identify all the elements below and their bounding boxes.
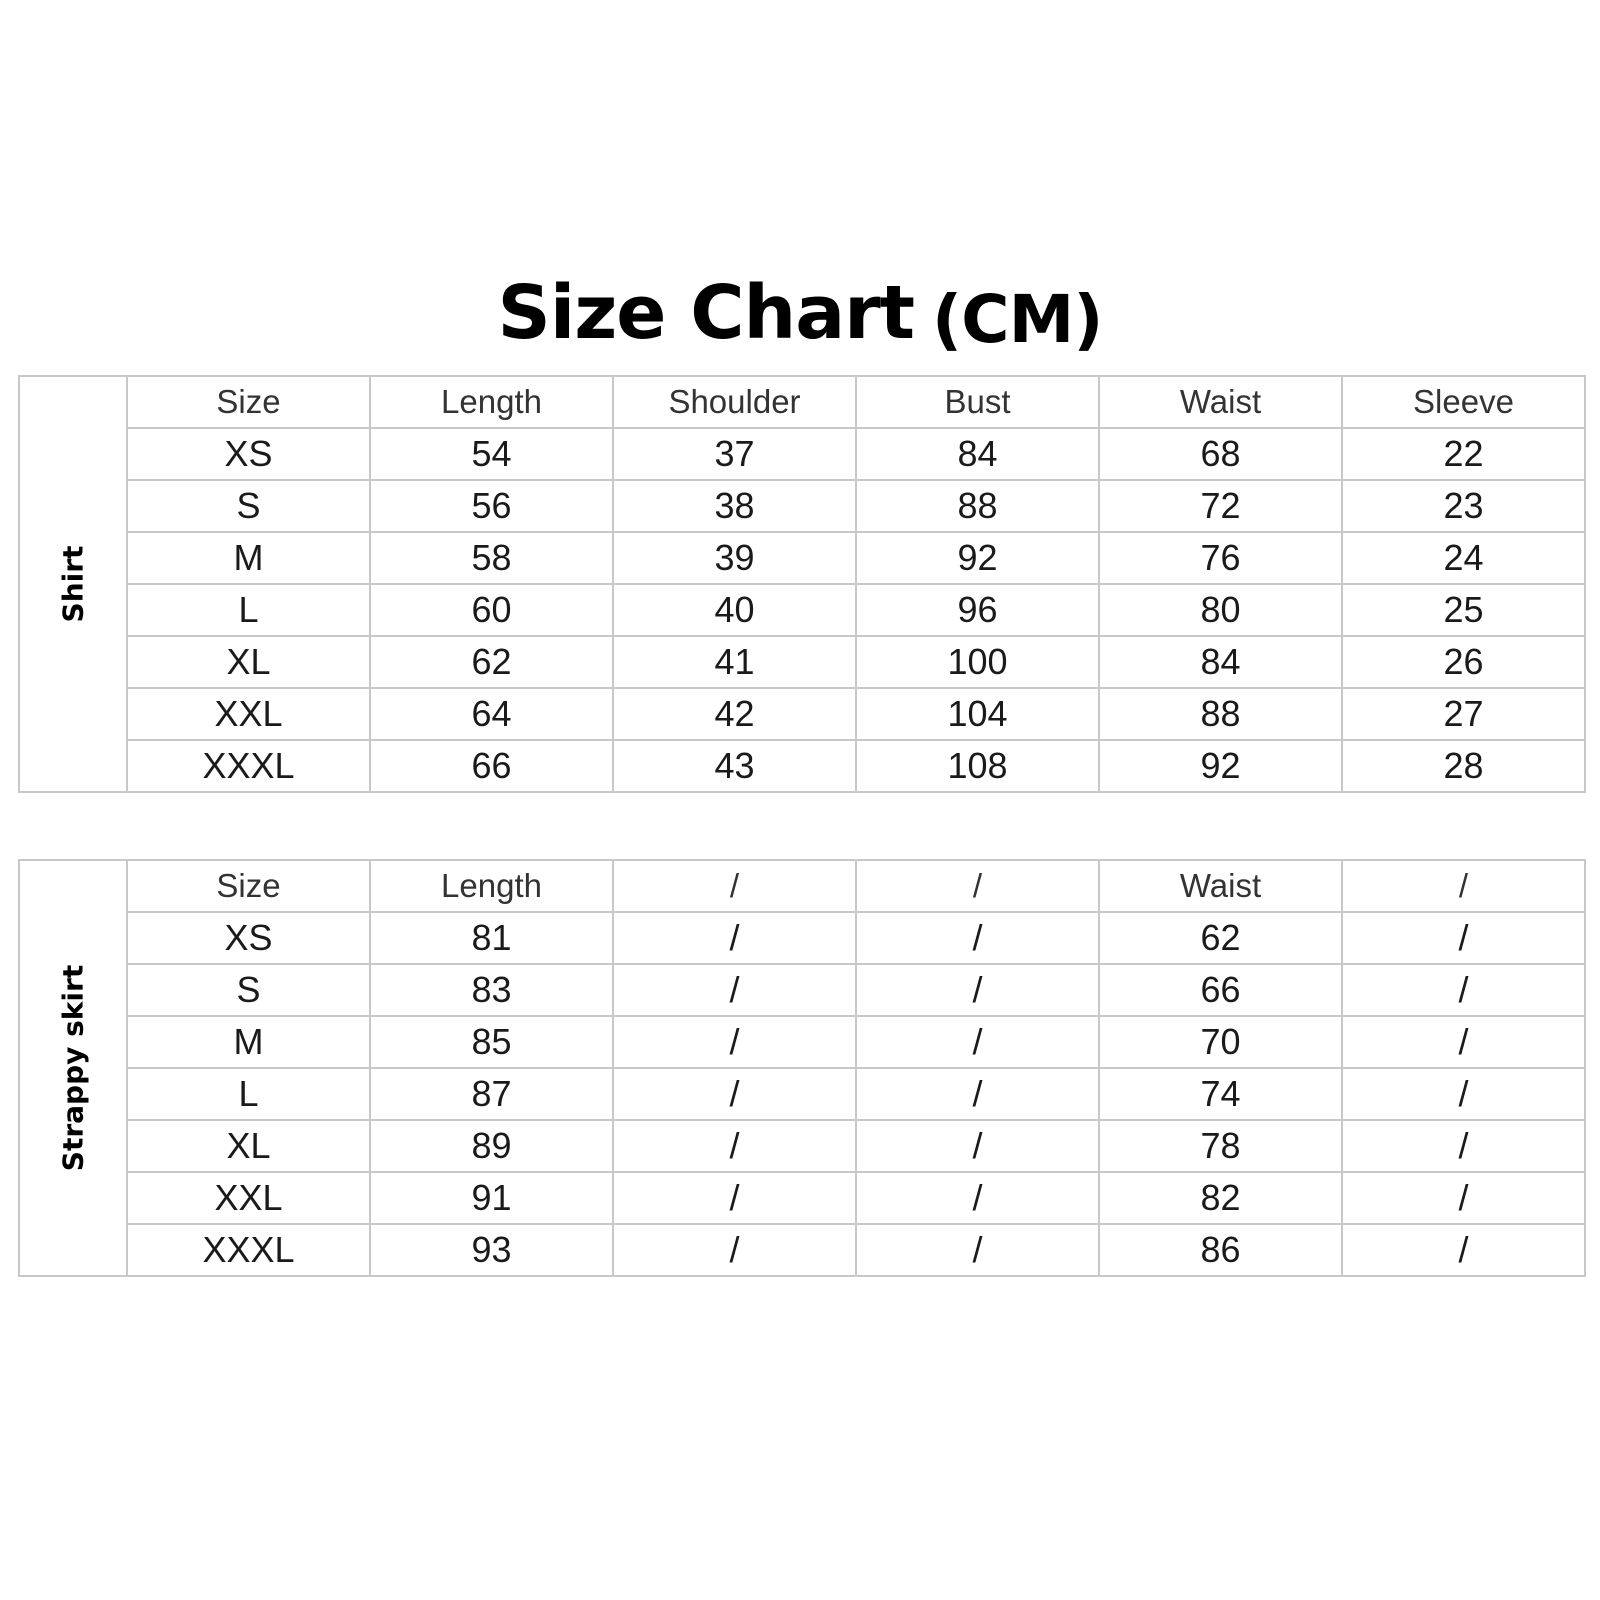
table-cell: 83 [370,964,613,1016]
header-cell-shoulder: Shoulder [613,376,856,428]
header-cell-bust: Bust [856,376,1099,428]
table-cell: 56 [370,480,613,532]
table-cell: / [613,1224,856,1276]
page-title [0,268,1600,361]
table-cell: / [856,1172,1099,1224]
table-cell: / [613,912,856,964]
table-row [19,1172,1585,1224]
header-cell-sleeve: Sleeve [1342,376,1585,428]
table-cell: 40 [613,584,856,636]
table-cell: 54 [370,428,613,480]
strappy-skirt-size-table [18,859,1586,1277]
table-cell: 66 [370,740,613,792]
table-cell: XXL [127,688,370,740]
table-row [19,912,1585,964]
table-cell: 84 [1099,636,1342,688]
table-cell: / [613,1016,856,1068]
header-cell-length: Length [370,376,613,428]
table-row [19,1224,1585,1276]
group-cell [19,860,127,1276]
header-cell-empty: / [613,860,856,912]
table-cell: / [1342,1120,1585,1172]
table-cell: 23 [1342,480,1585,532]
table-cell: 86 [1099,1224,1342,1276]
table-row [19,1068,1585,1120]
table-row [19,740,1585,792]
table-cell: / [1342,1016,1585,1068]
title-main: Size Chart [497,270,915,356]
table-cell: XXL [127,1172,370,1224]
group-label-shirt: Shirt [56,545,90,623]
table-cell: 62 [1099,912,1342,964]
table-cell: XS [127,912,370,964]
table-cell: / [1342,1068,1585,1120]
table-cell: / [856,1068,1099,1120]
table-cell: 41 [613,636,856,688]
table-row [19,532,1585,584]
table-cell: / [613,1172,856,1224]
table-cell: XL [127,636,370,688]
header-cell-empty: / [1342,860,1585,912]
table-cell: / [1342,912,1585,964]
header-cell-empty: / [856,860,1099,912]
shirt-size-table [18,375,1586,793]
table-cell: 37 [613,428,856,480]
table-header-row [19,376,1585,428]
table-cell: / [1342,1224,1585,1276]
table-cell: / [613,964,856,1016]
table-cell: M [127,532,370,584]
table-cell: 42 [613,688,856,740]
table-cell: 87 [370,1068,613,1120]
table-cell: 76 [1099,532,1342,584]
table-cell: XXXL [127,740,370,792]
table-cell: XL [127,1120,370,1172]
table-cell: 85 [370,1016,613,1068]
table-cell: 78 [1099,1120,1342,1172]
table-cell: M [127,1016,370,1068]
table-cell: S [127,480,370,532]
table-cell: 64 [370,688,613,740]
table-cell: 88 [856,480,1099,532]
header-cell-waist: Waist [1099,376,1342,428]
table-cell: / [856,1016,1099,1068]
table-cell: XXXL [127,1224,370,1276]
table-cell: / [1342,964,1585,1016]
table-cell: 38 [613,480,856,532]
table-cell: 89 [370,1120,613,1172]
header-cell-size: Size [127,860,370,912]
table-cell: L [127,584,370,636]
table-cell: 104 [856,688,1099,740]
header-cell-size: Size [127,376,370,428]
table-cell: / [856,912,1099,964]
table-row [19,688,1585,740]
table-row [19,1016,1585,1068]
table-cell: 92 [856,532,1099,584]
table-cell: 80 [1099,584,1342,636]
table-row [19,428,1585,480]
table-cell: / [613,1120,856,1172]
table-cell: 82 [1099,1172,1342,1224]
table-row [19,636,1585,688]
table-row [19,964,1585,1016]
table-cell: 91 [370,1172,613,1224]
table-cell: XS [127,428,370,480]
header-cell-waist: Waist [1099,860,1342,912]
table-cell: 88 [1099,688,1342,740]
table-cell: / [1342,1172,1585,1224]
table-cell: / [856,964,1099,1016]
table-row [19,480,1585,532]
table-cell: 60 [370,584,613,636]
group-cell [19,376,127,792]
table-cell: / [613,1068,856,1120]
table-cell: 100 [856,636,1099,688]
table-cell: 43 [613,740,856,792]
table-row [19,584,1585,636]
table-cell: 70 [1099,1016,1342,1068]
table-cell: 27 [1342,688,1585,740]
table-cell: 93 [370,1224,613,1276]
table-cell: 92 [1099,740,1342,792]
title-unit: (CM) [932,281,1103,358]
table-cell: 96 [856,584,1099,636]
table-cell: 28 [1342,740,1585,792]
table-cell: 62 [370,636,613,688]
table-cell: / [856,1224,1099,1276]
table-cell: 108 [856,740,1099,792]
table-cell: 22 [1342,428,1585,480]
table-cell: 74 [1099,1068,1342,1120]
table-cell: S [127,964,370,1016]
table-cell: 68 [1099,428,1342,480]
table-cell: L [127,1068,370,1120]
group-label-strappy-skirt: Strappy skirt [56,964,90,1172]
table-cell: 84 [856,428,1099,480]
table-cell: 25 [1342,584,1585,636]
table-header-row [19,860,1585,912]
header-cell-length: Length [370,860,613,912]
table-cell: 81 [370,912,613,964]
table-cell: 66 [1099,964,1342,1016]
table-cell: / [856,1120,1099,1172]
table-cell: 24 [1342,532,1585,584]
table-cell: 72 [1099,480,1342,532]
table-cell: 26 [1342,636,1585,688]
table-row [19,1120,1585,1172]
table-cell: 58 [370,532,613,584]
table-cell: 39 [613,532,856,584]
